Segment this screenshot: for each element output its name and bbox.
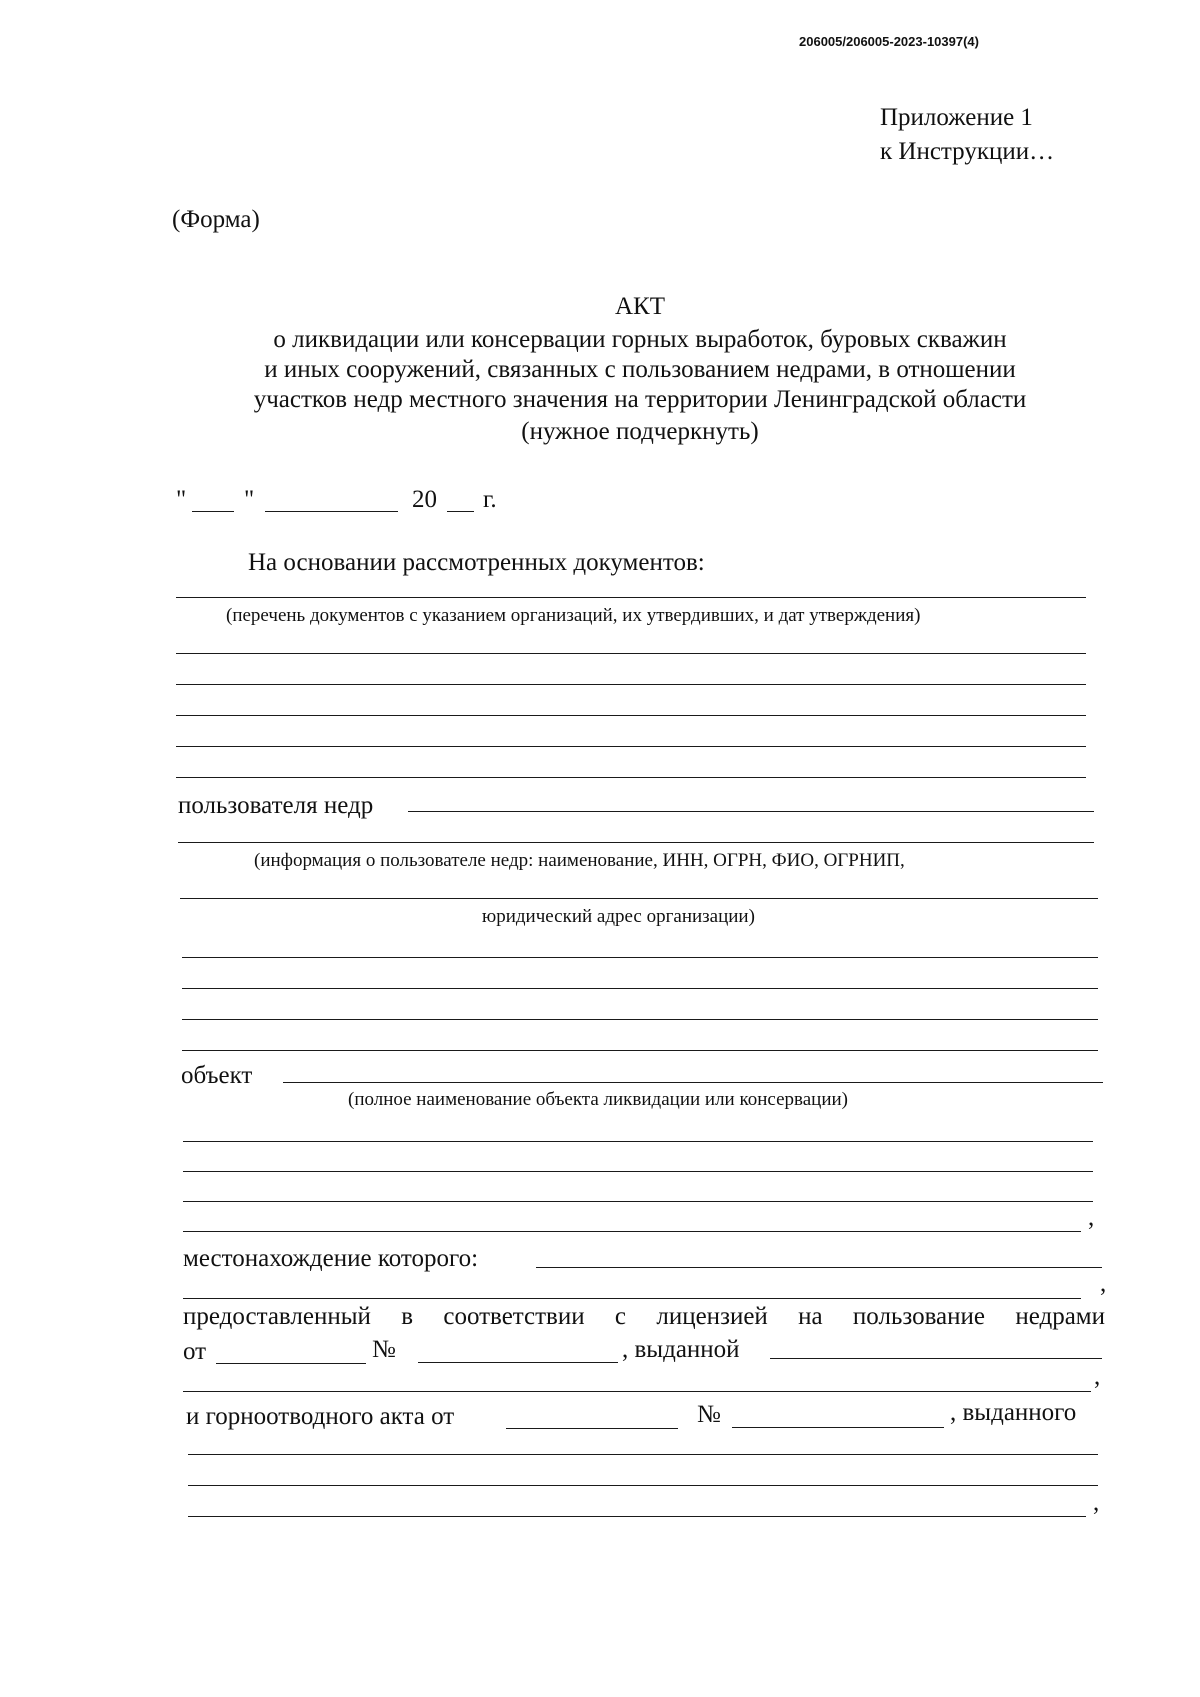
year-prefix: 20 [412, 486, 437, 513]
object-line-4[interactable] [183, 1201, 1093, 1202]
object-line-2[interactable] [183, 1141, 1093, 1142]
user-line-5[interactable] [182, 988, 1098, 989]
user-line-2[interactable] [178, 842, 1094, 843]
location-label: местонахождение которого: [183, 1245, 479, 1272]
license-issuer-line-1[interactable] [770, 1358, 1102, 1359]
basis-line-1[interactable] [176, 597, 1086, 598]
appendix-line-1: Приложение 1 [880, 104, 1033, 131]
object-line-1[interactable] [283, 1082, 1103, 1083]
mining-act-date-blank[interactable] [506, 1428, 678, 1429]
document-title: АКТ [615, 293, 665, 320]
license-number-sign: № [372, 1336, 396, 1363]
user-caption-2: юридический адрес организации) [482, 906, 755, 927]
appendix-line-2: к Инструкции… [880, 138, 1055, 165]
user-caption-1: (информация о пользователе недр: наименование, ИНН, ОГРН, ФИО, ОГРНИП, [254, 850, 905, 871]
user-label: пользователя недр [178, 792, 374, 819]
date-close-quote: " [244, 486, 255, 513]
license-date-blank[interactable] [216, 1363, 366, 1364]
object-comma: , [1088, 1204, 1095, 1231]
month-blank[interactable] [265, 511, 398, 512]
location-line-2[interactable] [183, 1298, 1081, 1299]
user-line-7[interactable] [182, 1050, 1098, 1051]
license-comma: , [1094, 1363, 1101, 1390]
document-id: 206005/206005-2023-10397(4) [799, 34, 979, 49]
object-caption: (полное наименование объекта ликвидации или консервации) [348, 1089, 848, 1110]
license-issued-label: , выданной [622, 1336, 740, 1363]
mining-act-line-3[interactable] [188, 1516, 1086, 1517]
year-blank[interactable] [447, 511, 474, 512]
basis-label: На основании рассмотренных документов: [248, 549, 705, 576]
mining-act-number-blank[interactable] [732, 1427, 944, 1428]
year-suffix: г. [483, 486, 497, 513]
basis-caption: (перечень документов с указанием организаций, их утвердивших, и дат утверждения) [226, 605, 921, 626]
subtitle-line-3: участков недр местного значения на территории Ленинградской области [253, 386, 1027, 413]
basis-line-2[interactable] [176, 653, 1086, 654]
location-line-1[interactable] [536, 1267, 1102, 1268]
basis-line-3[interactable] [176, 684, 1086, 685]
basis-line-5[interactable] [176, 746, 1086, 747]
license-number-blank[interactable] [418, 1362, 618, 1363]
subtitle-line-1: о ликвидации или консервации горных выработок, буровых скважин [273, 326, 1007, 353]
form-label: (Форма) [172, 206, 260, 233]
location-comma: , [1100, 1270, 1107, 1297]
basis-line-6[interactable] [176, 777, 1086, 778]
day-blank[interactable] [192, 511, 234, 512]
mining-act-line-1[interactable] [188, 1454, 1098, 1455]
user-line-6[interactable] [182, 1019, 1098, 1020]
mining-act-line-2[interactable] [188, 1485, 1098, 1486]
object-line-3[interactable] [183, 1171, 1093, 1172]
basis-line-4[interactable] [176, 715, 1086, 716]
date-open-quote: " [176, 486, 187, 513]
license-from: от [183, 1338, 207, 1365]
user-line-1[interactable] [408, 811, 1094, 812]
subtitle-note: (нужное подчеркнуть) [521, 418, 759, 445]
mining-act-comma: , [1093, 1489, 1100, 1516]
mining-act-label: и горноотводного акта от [186, 1403, 455, 1430]
user-line-3[interactable] [180, 898, 1098, 899]
mining-act-number-sign: № [697, 1401, 721, 1428]
object-label: объект [181, 1062, 253, 1089]
user-line-4[interactable] [182, 957, 1098, 958]
mining-act-issued-label: , выданного [950, 1399, 1077, 1426]
license-text: предоставленный в соответствии с лицензией на пользование недрами [183, 1303, 1105, 1330]
object-line-5[interactable] [183, 1231, 1081, 1232]
license-issuer-line-2[interactable] [183, 1391, 1091, 1392]
subtitle-line-2: и иных сооружений, связанных с пользованием недрами, в отношении [264, 356, 1016, 383]
